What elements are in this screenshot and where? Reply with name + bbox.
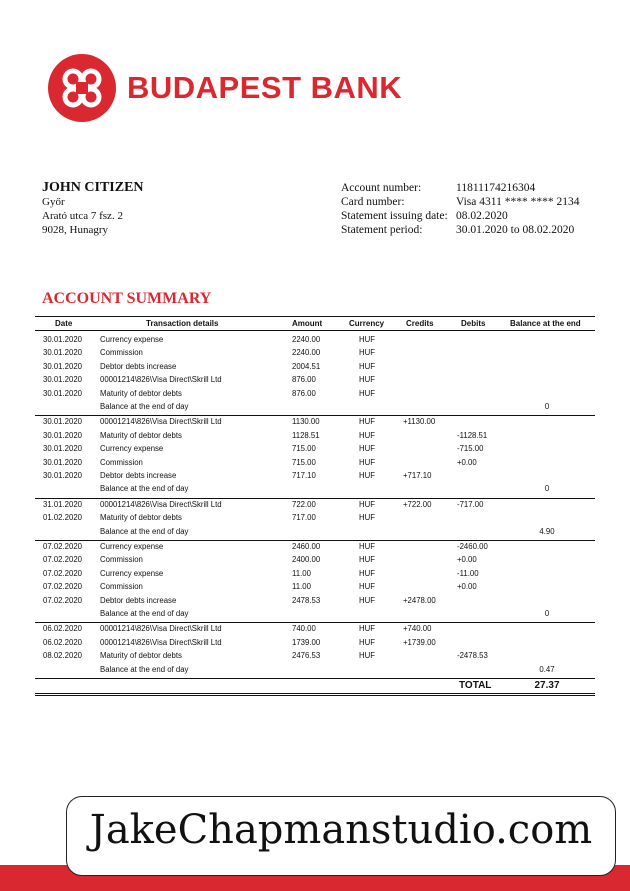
cell-currency: HUF	[359, 361, 376, 371]
cell-date: 30.01.2020	[43, 457, 83, 467]
table-row	[35, 526, 595, 539]
cell-debits: -717.00	[457, 499, 484, 509]
account-number: 11811174216304	[456, 182, 536, 194]
total-label: TOTAL	[459, 680, 492, 691]
cell-currency: HUF	[359, 637, 376, 647]
cell-date: 08.02.2020	[43, 651, 83, 661]
cell-credits: +2478.00	[403, 595, 436, 605]
header-debits: Debits	[461, 319, 486, 328]
cell-currency: HUF	[359, 388, 376, 398]
cell-details: Balance at the end of day	[100, 664, 189, 674]
table-row	[35, 664, 595, 677]
header-currency: Currency	[349, 319, 385, 328]
cell-amount: 740.00	[292, 624, 316, 634]
cell-credits: +1130.00	[403, 417, 436, 427]
table-row	[35, 483, 595, 496]
table-row	[35, 512, 595, 525]
cell-date: 07.02.2020	[43, 542, 83, 551]
table-row	[35, 608, 595, 621]
cell-debits: -2478.53	[457, 651, 488, 661]
cell-details: Debtor debts increase	[100, 361, 177, 371]
table-row	[35, 401, 595, 414]
cell-amount: 2400.00	[292, 555, 321, 565]
cell-details: Commission	[100, 348, 143, 358]
cell-balance: 0	[544, 402, 550, 411]
cell-currency: HUF	[359, 595, 376, 605]
cell-amount: 2240.00	[292, 335, 321, 344]
cell-currency: HUF	[359, 582, 376, 592]
cell-balance: 4.90	[539, 526, 555, 536]
customer-street: Arató utca 7 fsz. 2	[42, 210, 123, 222]
customer-city: Győr	[42, 196, 65, 208]
cell-currency: HUF	[359, 651, 376, 661]
cell-currency: HUF	[359, 457, 376, 467]
cell-date: 31.01.2020	[43, 499, 83, 509]
cell-date: 30.01.2020	[43, 375, 83, 385]
cell-balance: 0.47	[539, 664, 555, 674]
cell-amount: 2460.00	[292, 542, 321, 551]
table-row	[35, 334, 595, 347]
cell-currency: HUF	[359, 513, 376, 523]
header-amount: Amount	[292, 319, 323, 328]
cell-amount: 2240.00	[292, 348, 321, 358]
cell-credits: +717.10	[403, 471, 432, 480]
table-row	[35, 347, 595, 360]
cell-details: Currency expense	[100, 444, 164, 454]
table-row	[35, 361, 595, 374]
cell-currency: HUF	[359, 542, 376, 551]
card-number-label: Card number:	[341, 196, 405, 208]
table-row	[35, 430, 595, 443]
table-row	[35, 650, 595, 663]
cell-details: Currency expense	[100, 542, 164, 551]
statement-period-label: Statement period:	[341, 224, 423, 236]
header-details: Transaction details	[146, 319, 219, 328]
cell-details: 00001214\826\Visa Direct\Skrill Ltd	[100, 375, 222, 385]
cell-currency: HUF	[359, 568, 376, 578]
budapest-bank-logo-icon	[48, 54, 116, 122]
header-credits: Credits	[406, 319, 434, 328]
cell-date: 06.02.2020	[43, 624, 83, 634]
statement-period: 30.01.2020 to 08.02.2020	[456, 224, 575, 236]
cell-date: 07.02.2020	[43, 595, 83, 605]
cell-amount: 1128.51	[292, 430, 320, 440]
cell-details: 00001214\826\Visa Direct\Skrill Ltd	[100, 417, 222, 427]
table-row	[35, 637, 595, 650]
cell-amount: 2004.51	[292, 361, 321, 371]
cell-amount: 11.00	[292, 582, 311, 592]
cell-date: 30.01.2020	[43, 361, 83, 371]
table-row	[35, 568, 595, 581]
cell-amount: 717.00	[292, 513, 316, 523]
table-row	[35, 416, 595, 429]
cell-credits: +1739.00	[403, 637, 436, 647]
cell-details: Currency expense	[100, 335, 164, 344]
cell-details: Maturity of debtor debts	[100, 430, 182, 440]
cell-details: Debtor debts increase	[100, 471, 177, 480]
cell-date: 01.02.2020	[43, 513, 83, 523]
cell-amount: 715.00	[292, 457, 316, 467]
customer-name: JOHN CITIZEN	[42, 180, 144, 195]
cell-date: 06.02.2020	[43, 637, 83, 647]
cell-details: Maturity of debtor debts	[100, 651, 182, 661]
cell-date: 07.02.2020	[43, 568, 83, 578]
table-row	[35, 470, 595, 483]
cell-currency: HUF	[359, 624, 376, 634]
cell-currency: HUF	[359, 348, 376, 358]
cell-debits: -715.00	[457, 444, 484, 454]
account-number-label: Account number:	[341, 182, 422, 194]
table-row	[35, 388, 595, 401]
cell-details: Commission	[100, 582, 143, 592]
cell-amount: 2476.53	[292, 651, 321, 661]
header-balance: Balance at the end	[510, 319, 581, 328]
table-row	[35, 457, 595, 470]
cell-amount: 11.00	[292, 568, 311, 578]
cell-debits: -11.00	[457, 568, 479, 578]
cell-details: Maturity of debtor debts	[100, 388, 182, 398]
cell-details: Maturity of debtor debts	[100, 513, 182, 523]
cell-amount: 722.00	[292, 499, 316, 509]
cell-date: 30.01.2020	[43, 430, 83, 440]
cell-date: 30.01.2020	[43, 417, 83, 427]
cell-date: 30.01.2020	[43, 471, 83, 480]
cell-credits: +740.00	[403, 624, 432, 634]
watermark-box	[66, 796, 616, 876]
table-row	[35, 374, 595, 387]
cell-amount: 876.00	[292, 388, 316, 398]
cell-currency: HUF	[359, 335, 376, 344]
cell-debits: -1128.51	[457, 430, 488, 440]
cell-balance: 0	[544, 609, 550, 618]
cell-amount: 1739.00	[292, 637, 321, 647]
account-summary-title: ACCOUNT SUMMARY	[42, 290, 212, 307]
cell-debits: +0.00	[457, 555, 477, 565]
cell-amount: 876.00	[292, 375, 316, 385]
issuing-date: 08.02.2020	[456, 210, 508, 222]
cell-date: 30.01.2020	[43, 388, 83, 398]
cell-credits: +722.00	[403, 499, 432, 509]
cell-currency: HUF	[359, 375, 376, 385]
cell-debits: +0.00	[457, 582, 477, 592]
bank-name: BUDAPEST BANK	[127, 70, 403, 105]
cell-details: 00001214\826\Visa Direct\Skrill Ltd	[100, 624, 222, 634]
cell-currency: HUF	[359, 555, 376, 565]
cell-details: 00001214\826\Visa Direct\Skrill Ltd	[100, 637, 222, 647]
cell-amount: 2478.53	[292, 595, 321, 605]
cell-date: 07.02.2020	[43, 555, 83, 565]
cell-amount: 1130.00	[292, 417, 320, 427]
cell-details: 00001214\826\Visa Direct\Skrill Ltd	[100, 499, 222, 509]
cell-details: Commission	[100, 555, 143, 565]
table-row	[35, 581, 595, 594]
total-divider	[35, 693, 595, 694]
cell-amount: 717.10	[292, 471, 316, 480]
header-date: Date	[55, 319, 73, 328]
cell-debits: -2460.00	[457, 542, 488, 551]
table-row	[35, 499, 595, 512]
table-row	[35, 623, 595, 636]
issuing-date-label: Statement issuing date:	[341, 210, 448, 222]
customer-postal: 9028, Hunagry	[42, 224, 108, 236]
cell-date: 30.01.2020	[43, 348, 83, 358]
total-value: 27.37	[534, 680, 560, 691]
cell-debits: +0.00	[457, 457, 477, 467]
cell-details: Commission	[100, 457, 143, 467]
cell-details: Balance at the end of day	[100, 609, 189, 618]
cell-currency: HUF	[359, 430, 376, 440]
cell-balance: 0	[544, 484, 550, 494]
cell-currency: HUF	[359, 499, 376, 509]
cell-date: 30.01.2020	[43, 335, 83, 344]
cell-details: Debtor debts increase	[100, 595, 177, 605]
cell-date: 30.01.2020	[43, 444, 83, 454]
table-row	[35, 595, 595, 608]
cell-amount: 715.00	[292, 444, 316, 454]
cell-currency: HUF	[359, 444, 376, 454]
cell-currency: HUF	[359, 417, 376, 427]
cell-details: Balance at the end of day	[100, 526, 189, 536]
group-divider	[35, 678, 595, 679]
watermark-text: JakeChapmanstudio.com	[89, 807, 593, 853]
cell-details: Balance at the end of day	[100, 484, 189, 494]
table-row	[35, 554, 595, 567]
cell-date: 07.02.2020	[43, 582, 83, 592]
cell-currency: HUF	[359, 471, 376, 480]
card-number: Visa 4311 **** **** 2134	[456, 196, 580, 208]
table-row	[35, 541, 595, 554]
cell-details: Balance at the end of day	[100, 402, 189, 411]
total-divider	[35, 695, 595, 696]
table-row	[35, 443, 595, 456]
cell-details: Currency expense	[100, 568, 164, 578]
